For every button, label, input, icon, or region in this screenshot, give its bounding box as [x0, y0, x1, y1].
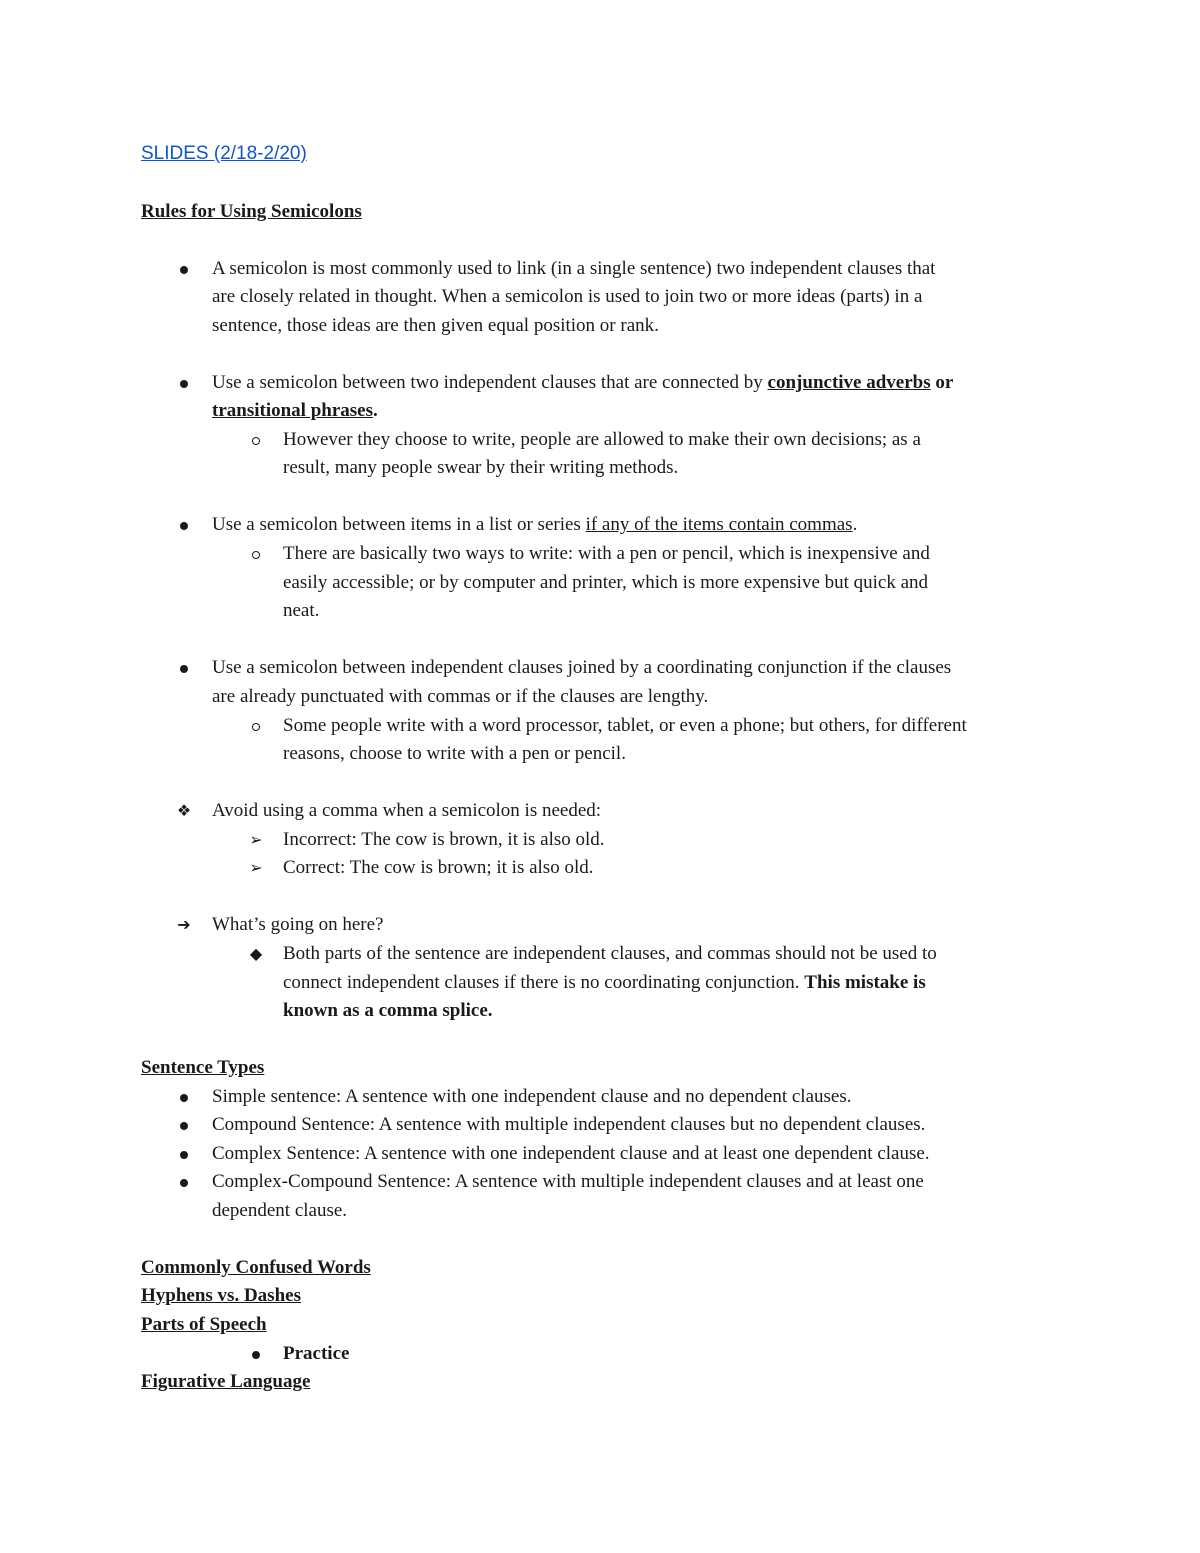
transitional-phrases-term: transitional phrases	[212, 400, 373, 421]
hyphens-vs-dashes-link[interactable]: Hyphens vs. Dashes	[141, 1285, 301, 1306]
rule3-condition: if any of the items contain commas	[585, 514, 853, 535]
rule2-text: Use a semicolon between two independent clauses that are connected by	[212, 372, 768, 393]
rule3-line1	[212, 511, 857, 539]
bullet-circle-icon	[246, 426, 266, 454]
rule1-line1: A semicolon is most commonly used to link (in a single sentence) two independent clauses that	[212, 258, 936, 279]
commonly-confused-words-link[interactable]: Commonly Confused Words	[141, 1257, 371, 1278]
explanation-line3: known as a comma splice.	[283, 1000, 493, 1021]
rule3-example-line1: There are basically two ways to write: with a pen or pencil, which is inexpensive and	[283, 543, 930, 564]
sentence-types-heading: Sentence Types	[141, 1057, 265, 1078]
rule4-line2: are already punctuated with commas or if the clauses are lengthy.	[212, 686, 709, 707]
explanation-bold: This mistake is	[804, 972, 926, 993]
slides-link[interactable]: SLIDES (2/18-2/20)	[141, 143, 307, 164]
arrow-right-icon: ➔	[177, 915, 191, 934]
bullet-dot-icon	[174, 1111, 194, 1139]
bullet-dot-icon	[174, 1083, 194, 1111]
rule2-or: or	[930, 372, 954, 393]
rule2-line1	[212, 369, 953, 397]
arrowhead-icon: ➢	[249, 858, 263, 877]
rule4-example-line2: reasons, choose to write with a pen or pencil.	[283, 743, 626, 764]
explanation-text: connect independent clauses if there is no coordinating conjunction.	[283, 972, 805, 993]
sentence-type-simple: Simple sentence: A sentence with one independent clause and no dependent clauses.	[212, 1086, 852, 1107]
bullet-circle-icon	[246, 540, 266, 568]
rule3-example-line3: neat.	[283, 600, 320, 621]
correct-example: Correct: The cow is brown; it is also old.	[283, 857, 594, 878]
diamond-icon: ◆	[249, 944, 263, 963]
explanation-line2	[283, 969, 926, 997]
bullet-dot-icon	[174, 1140, 194, 1168]
rule2-example-line1: However they choose to write, people are allowed to make their own decisions; as a	[283, 429, 921, 450]
semicolons-heading: Rules for Using Semicolons	[141, 201, 362, 222]
incorrect-example: Incorrect: The cow is brown, it is also old.	[283, 829, 605, 850]
figurative-language-link[interactable]: Figurative Language	[141, 1371, 311, 1392]
rule4-example-line1: Some people write with a word processor, tablet, or even a phone; but others, for different	[283, 715, 967, 736]
whats-going-on: What’s going on here?	[212, 914, 384, 935]
sentence-type-complex-compound-cont: dependent clause.	[212, 1200, 348, 1221]
rule3-text: Use a semicolon between items in a list or series	[212, 514, 586, 535]
sentence-type-complex-compound: Complex-Compound Sentence: A sentence with multiple independent clauses and at least one	[212, 1171, 924, 1192]
rule1-line3: sentence, those ideas are then given equal position or rank.	[212, 315, 659, 336]
bullet-dot-icon	[174, 1168, 194, 1196]
rule1-line2: are closely related in thought. When a semicolon is used to join two or more ideas (parts) in a	[212, 286, 923, 307]
bullet-dot-icon	[246, 1340, 266, 1368]
bullet-dot-icon	[174, 511, 194, 539]
bullet-dot-icon	[174, 369, 194, 397]
rule4-line1: Use a semicolon between independent clauses joined by a coordinating conjunction if the clauses	[212, 657, 952, 678]
rule2-example-line2: result, many people swear by their writing methods.	[283, 457, 679, 478]
diamond-cluster-icon: ❖	[176, 801, 192, 820]
sentence-type-complex: Complex Sentence: A sentence with one independent clause and at least one dependent clause.	[212, 1143, 930, 1164]
bullet-dot-icon	[174, 654, 194, 682]
parts-of-speech-link[interactable]: Parts of Speech	[141, 1314, 267, 1335]
explanation-line1: Both parts of the sentence are independent clauses, and commas should not be used to	[283, 943, 937, 964]
rule3-period: .	[852, 514, 858, 535]
avoid-line: Avoid using a comma when a semicolon is needed:	[212, 800, 602, 821]
rule2-line2	[212, 397, 378, 425]
arrowhead-icon: ➢	[249, 830, 263, 849]
bullet-circle-icon	[246, 712, 266, 740]
rule3-example-line2: easily accessible; or by computer and printer, which is more expensive but quick and	[283, 572, 929, 593]
conjunctive-adverbs-term: conjunctive adverbs	[767, 372, 931, 393]
sentence-type-compound: Compound Sentence: A sentence with multiple independent clauses but no dependent clauses.	[212, 1114, 926, 1135]
bullet-dot-icon	[174, 255, 194, 283]
practice-item[interactable]: Practice	[283, 1343, 350, 1364]
rule2-period: .	[373, 400, 378, 421]
